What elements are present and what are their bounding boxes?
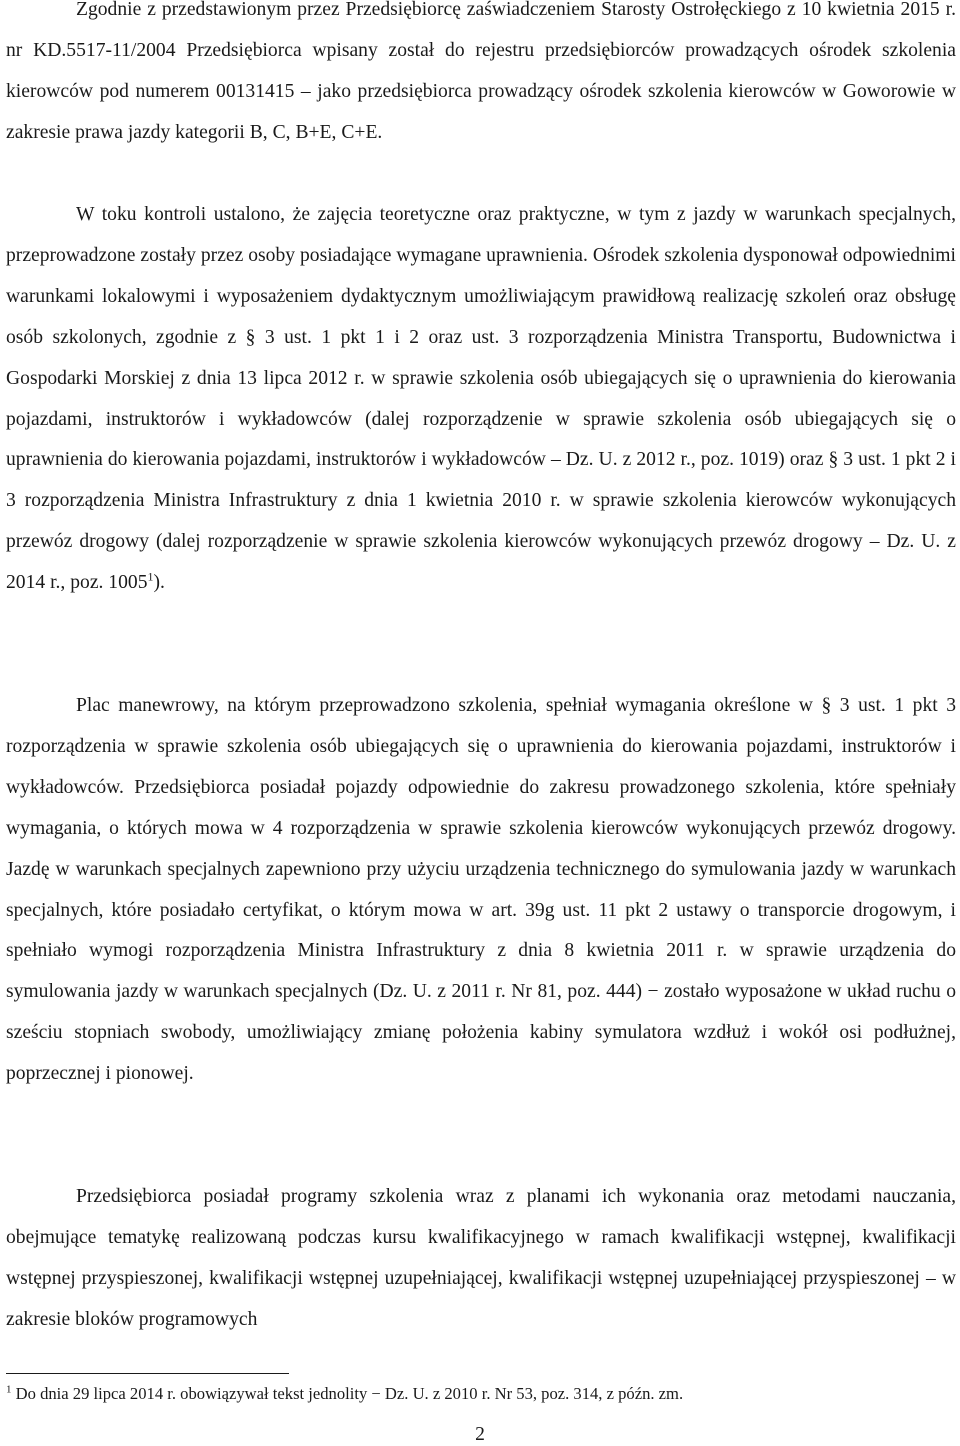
page-number: 2 <box>475 1424 485 1445</box>
paragraph-registry-entry <box>6 0 956 154</box>
paragraph-text: Przedsiębiorca posiadał programy szkolenia wraz z planami ich wykonania oraz metodami nauczania, obejmujące tematykę realizowaną podczas kursu kwalifikacyjnego w ramach kwalifikacji wstępnej, kwalifikacji wstępnej przyspieszonej, kwalifikacji wstępnej uzupełniającej, kwalifikacji wstępnej uzupełniającej przyspieszonej – w zakresie bloków programowych <box>6 1186 956 1330</box>
paragraph-training-programs <box>6 1177 956 1341</box>
paragraph-text: Plac manewrowy, na którym przeprowadzono szkolenia, spełniał wymagania określone w § 3 ust. 1 pkt 3 rozporządzenia w sprawie szkolenia osób ubiegających się o uprawnienia do kierowania pojazdami, instruktorów i wykładowców. Przedsiębiorca posiadał pojazdy odpowiednie do zakresu prowadzonego szkolenia, które spełniały wymagania, o których mowa w 4 rozporządzenia w sprawie szkolenia kierowców wykonujących przewóz drogowy. Jazdę w warunkach specjalnych zapewniono przy użyciu urządzenia technicznego do symulowania jazdy w warunkach specjalnych, które posiadało certyfikat, o którym mowa w art. 39g ust. 11 pkt 2 ustawy o transporcie drogowym, i spełniało wymogi rozporządzenia Ministra Infrastruktury z dnia 8 kwietnia 2011 r. w sprawie urządzenia do symulowania jazdy w warunkach specjalnych (Dz. U. z 2011 r. Nr 81, poz. 444) − zostało wyposażone w układ ruchu o sześciu stopniach swobody, umożliwiający zmianę położenia kabiny symulatora wzdłuż i wokół osi podłużnej, poprzecznej i pionowej. <box>6 695 956 1085</box>
paragraph-maneuvering-area <box>6 686 956 1095</box>
footnote-separator <box>6 1373 289 1374</box>
footnote-reference[interactable]: 1 <box>147 569 154 584</box>
footnote-marker: 1 <box>6 1383 12 1396</box>
footnote <box>6 1384 956 1404</box>
footnote-text: Do dnia 29 lipca 2014 r. obowiązywał tekst jednolity − Dz. U. z 2010 r. Nr 53, poz. 314, z późn. zm. <box>11 1384 684 1403</box>
paragraph-text: Zgodnie z przedstawionym przez Przedsiębiorcę zaświadczeniem Starosty Ostrołęckiego z 10 kwietnia 2015 r. nr KD.5517-11/2004 Przedsiębiorca wpisany został do rejestru przedsiębiorców prowadzących ośrodek szkolenia kierowców pod numerem 00131415 – jako przedsiębiorca prowadzący ośrodek szkolenia kierowców w Goworowie w zakresie prawa jazdy kategorii B, C, B+E, C+E. <box>6 0 956 143</box>
paragraph-text-tail: ). <box>153 572 165 594</box>
paragraph-inspection-findings <box>6 195 956 604</box>
paragraph-text: W toku kontroli ustalono, że zajęcia teoretyczne oraz praktyczne, w tym z jazdy w warunkach specjalnych, przeprowadzone zostały przez osoby posiadające wymagane uprawnienia. Ośrodek szkolenia dysponował odpowiednimi warunkami lokalowymi i wyposażeniem dydaktycznym umożliwiającym prawidłową realizację szkoleń oraz obsługę osób szkolonych, zgodnie z § 3 ust. 1 pkt 1 i 2 oraz ust. 3 rozporządzenia Ministra Transportu, Budownictwa i Gospodarki Morskiej z dnia 13 lipca 2012 r. w sprawie szkolenia osób ubiegających się o uprawnienia do kierowania pojazdami, instruktorów i wykładowców (dalej rozporządzenie w sprawie szkolenia osób ubiegających się o uprawnienia do kierowania pojazdami, instruktorów i wykładowców – Dz. U. z 2012 r., poz. 1019) oraz § 3 ust. 1 pkt 2 i 3 rozporządzenia Ministra Infrastruktury z dnia 1 kwietnia 2010 r. w sprawie szkolenia kierowców wykonujących przewóz drogowy (dalej rozporządzenie w sprawie szkolenia kierowców wykonujących przewóz drogowy – Dz. U. z 2014 r., poz. 1005 <box>6 204 956 594</box>
